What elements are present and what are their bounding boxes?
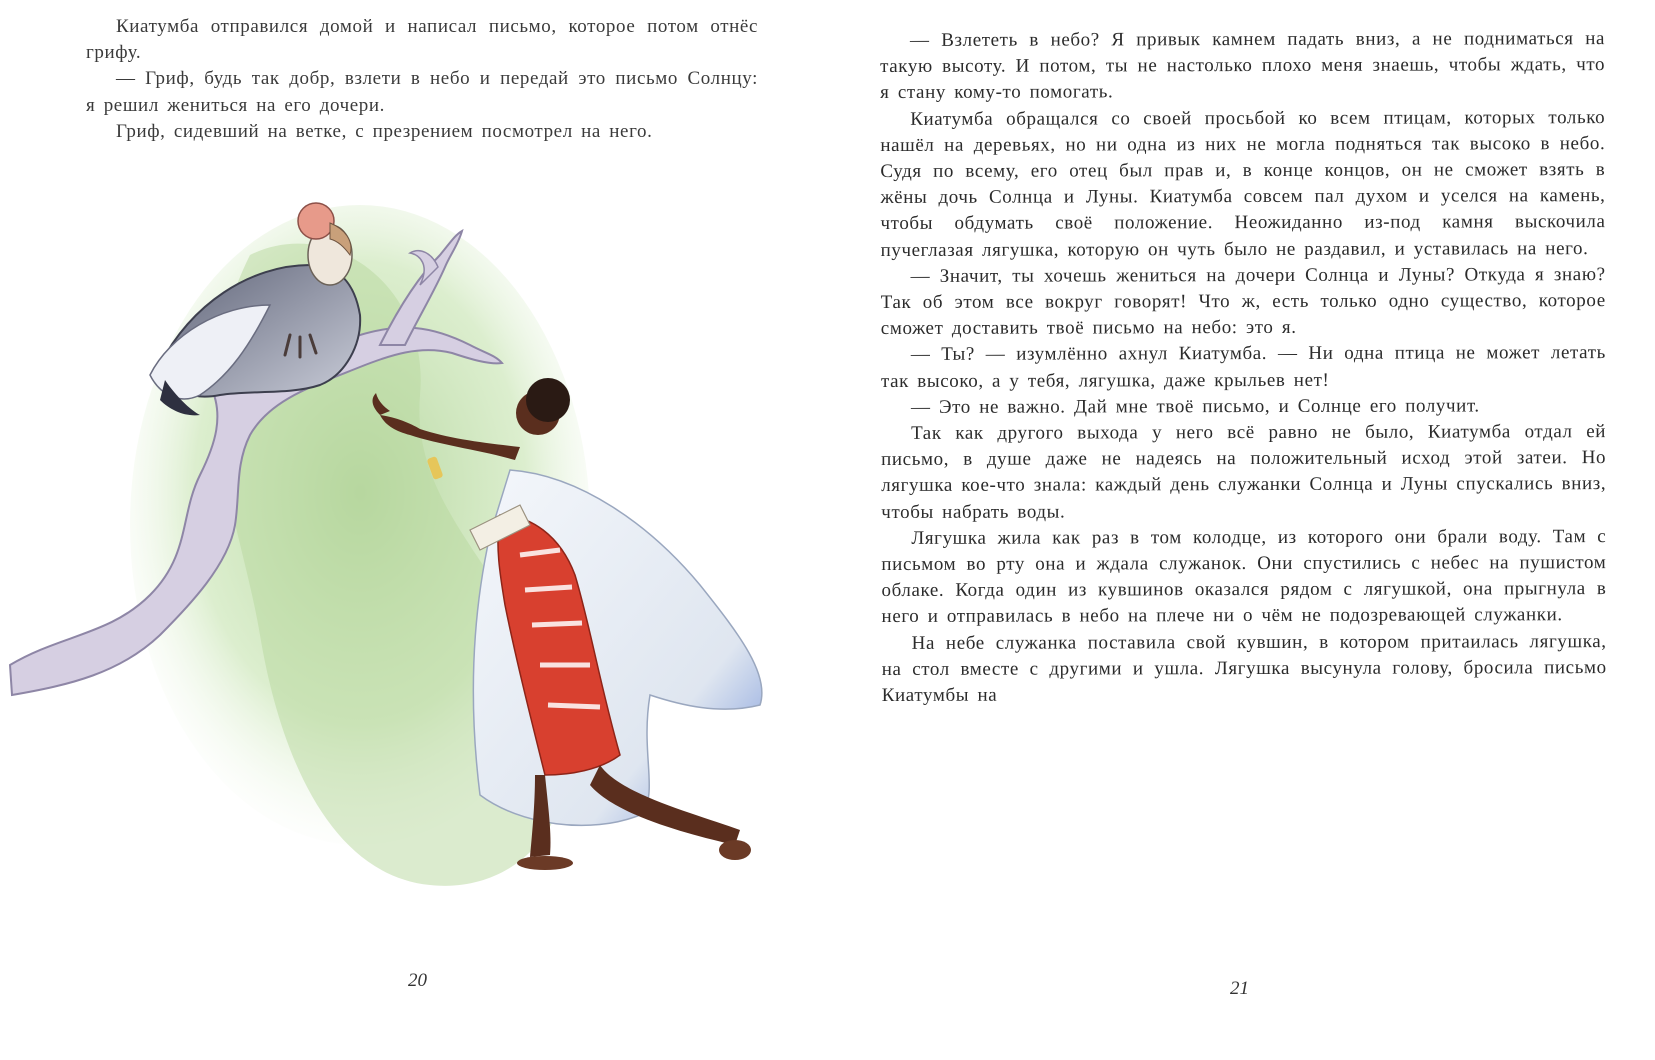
page-number: 20 [408, 970, 427, 991]
paragraph: — Взлететь в небо? Я привык камнем падать вниз, а не подниматься на такую высоту. И потом, ты не настолько плохо меня знаешь, чтобы ждать, что я стану кому-то помогать. [880, 28, 1606, 104]
paragraph: Киатумба обращался со своей просьбой ко всем птицам, которых только нашёл на деревьях, но ни одна из них не могла подняться так высоко в небо. Судя по всему, его отец был прав и, в конце концов, он не сможет взять в жёны дочь Солнца и Луны. Киатумба совсем пал духом и уселся на камень, чтобы обдумать своё положение. Неожиданно из-под камня выскочила пучеглазая лягушка, которую он чуть было не раздавил, и уставилась на него. [880, 106, 1606, 261]
right-page-text [880, 26, 1607, 709]
vulture-and-boy-illustration [0, 195, 820, 935]
paragraph: — Значит, ты хочешь жениться на дочери Солнца и Луны? Откуда я знаю? Так об этом все вокруг говорят! Что ж, есть только одно существо, которое сможет доставить твоё письмо на небо: это я. [880, 263, 1606, 340]
paragraph: Киатумба отправился домой и написал письмо, которое потом отнёс грифу. [86, 16, 758, 64]
page-number: 21 [1230, 978, 1249, 999]
paragraph: — Ты? — изумлённо ахнул Киатумба. — Ни одна птица не может летать так высоко, а у тебя, лягушка, даже крыльев нет! [880, 342, 1606, 392]
left-page-text [86, 14, 758, 145]
paragraph: — Это не важно. Дай мне твоё письмо, и Солнце его получит. [910, 395, 1480, 418]
right-page [840, 0, 1655, 1060]
paragraph: Гриф, сидевший на ветке, с презрением посмотрел на него. [116, 120, 653, 142]
paragraph: Лягушка жила как раз в том колодце, из которого они брали воду. Там с письмом во рту она и ждала служанок. Они спустились с небес на пушистом облаке. Когда один из кувшинов оказался рядом с лягушкой, она прыгнула в него и отправилась в небо на плече ни о чём не подозревающей служанки. [881, 525, 1607, 628]
paragraph: — Гриф, будь так добр, взлети в небо и передай это письмо Солнцу: я решил жениться на его дочери. [86, 68, 758, 116]
paragraph: На небе служанка поставила свой кувшин, в котором притаилась лягушка, на стол вместе с другими и ушла. Лягушка высунула голову, бросила письмо Киатумбы на [881, 630, 1607, 707]
left-page [0, 0, 820, 1060]
paragraph: Так как другого выхода у него всё равно не было, Киатумба отдал ей письмо, в душе даже не надеясь на положительный исход этой затеи. Но лягушка кое-что знала: каждый день служанки Солнца и Луны спускались вниз, чтобы набрать воды. [881, 421, 1607, 523]
